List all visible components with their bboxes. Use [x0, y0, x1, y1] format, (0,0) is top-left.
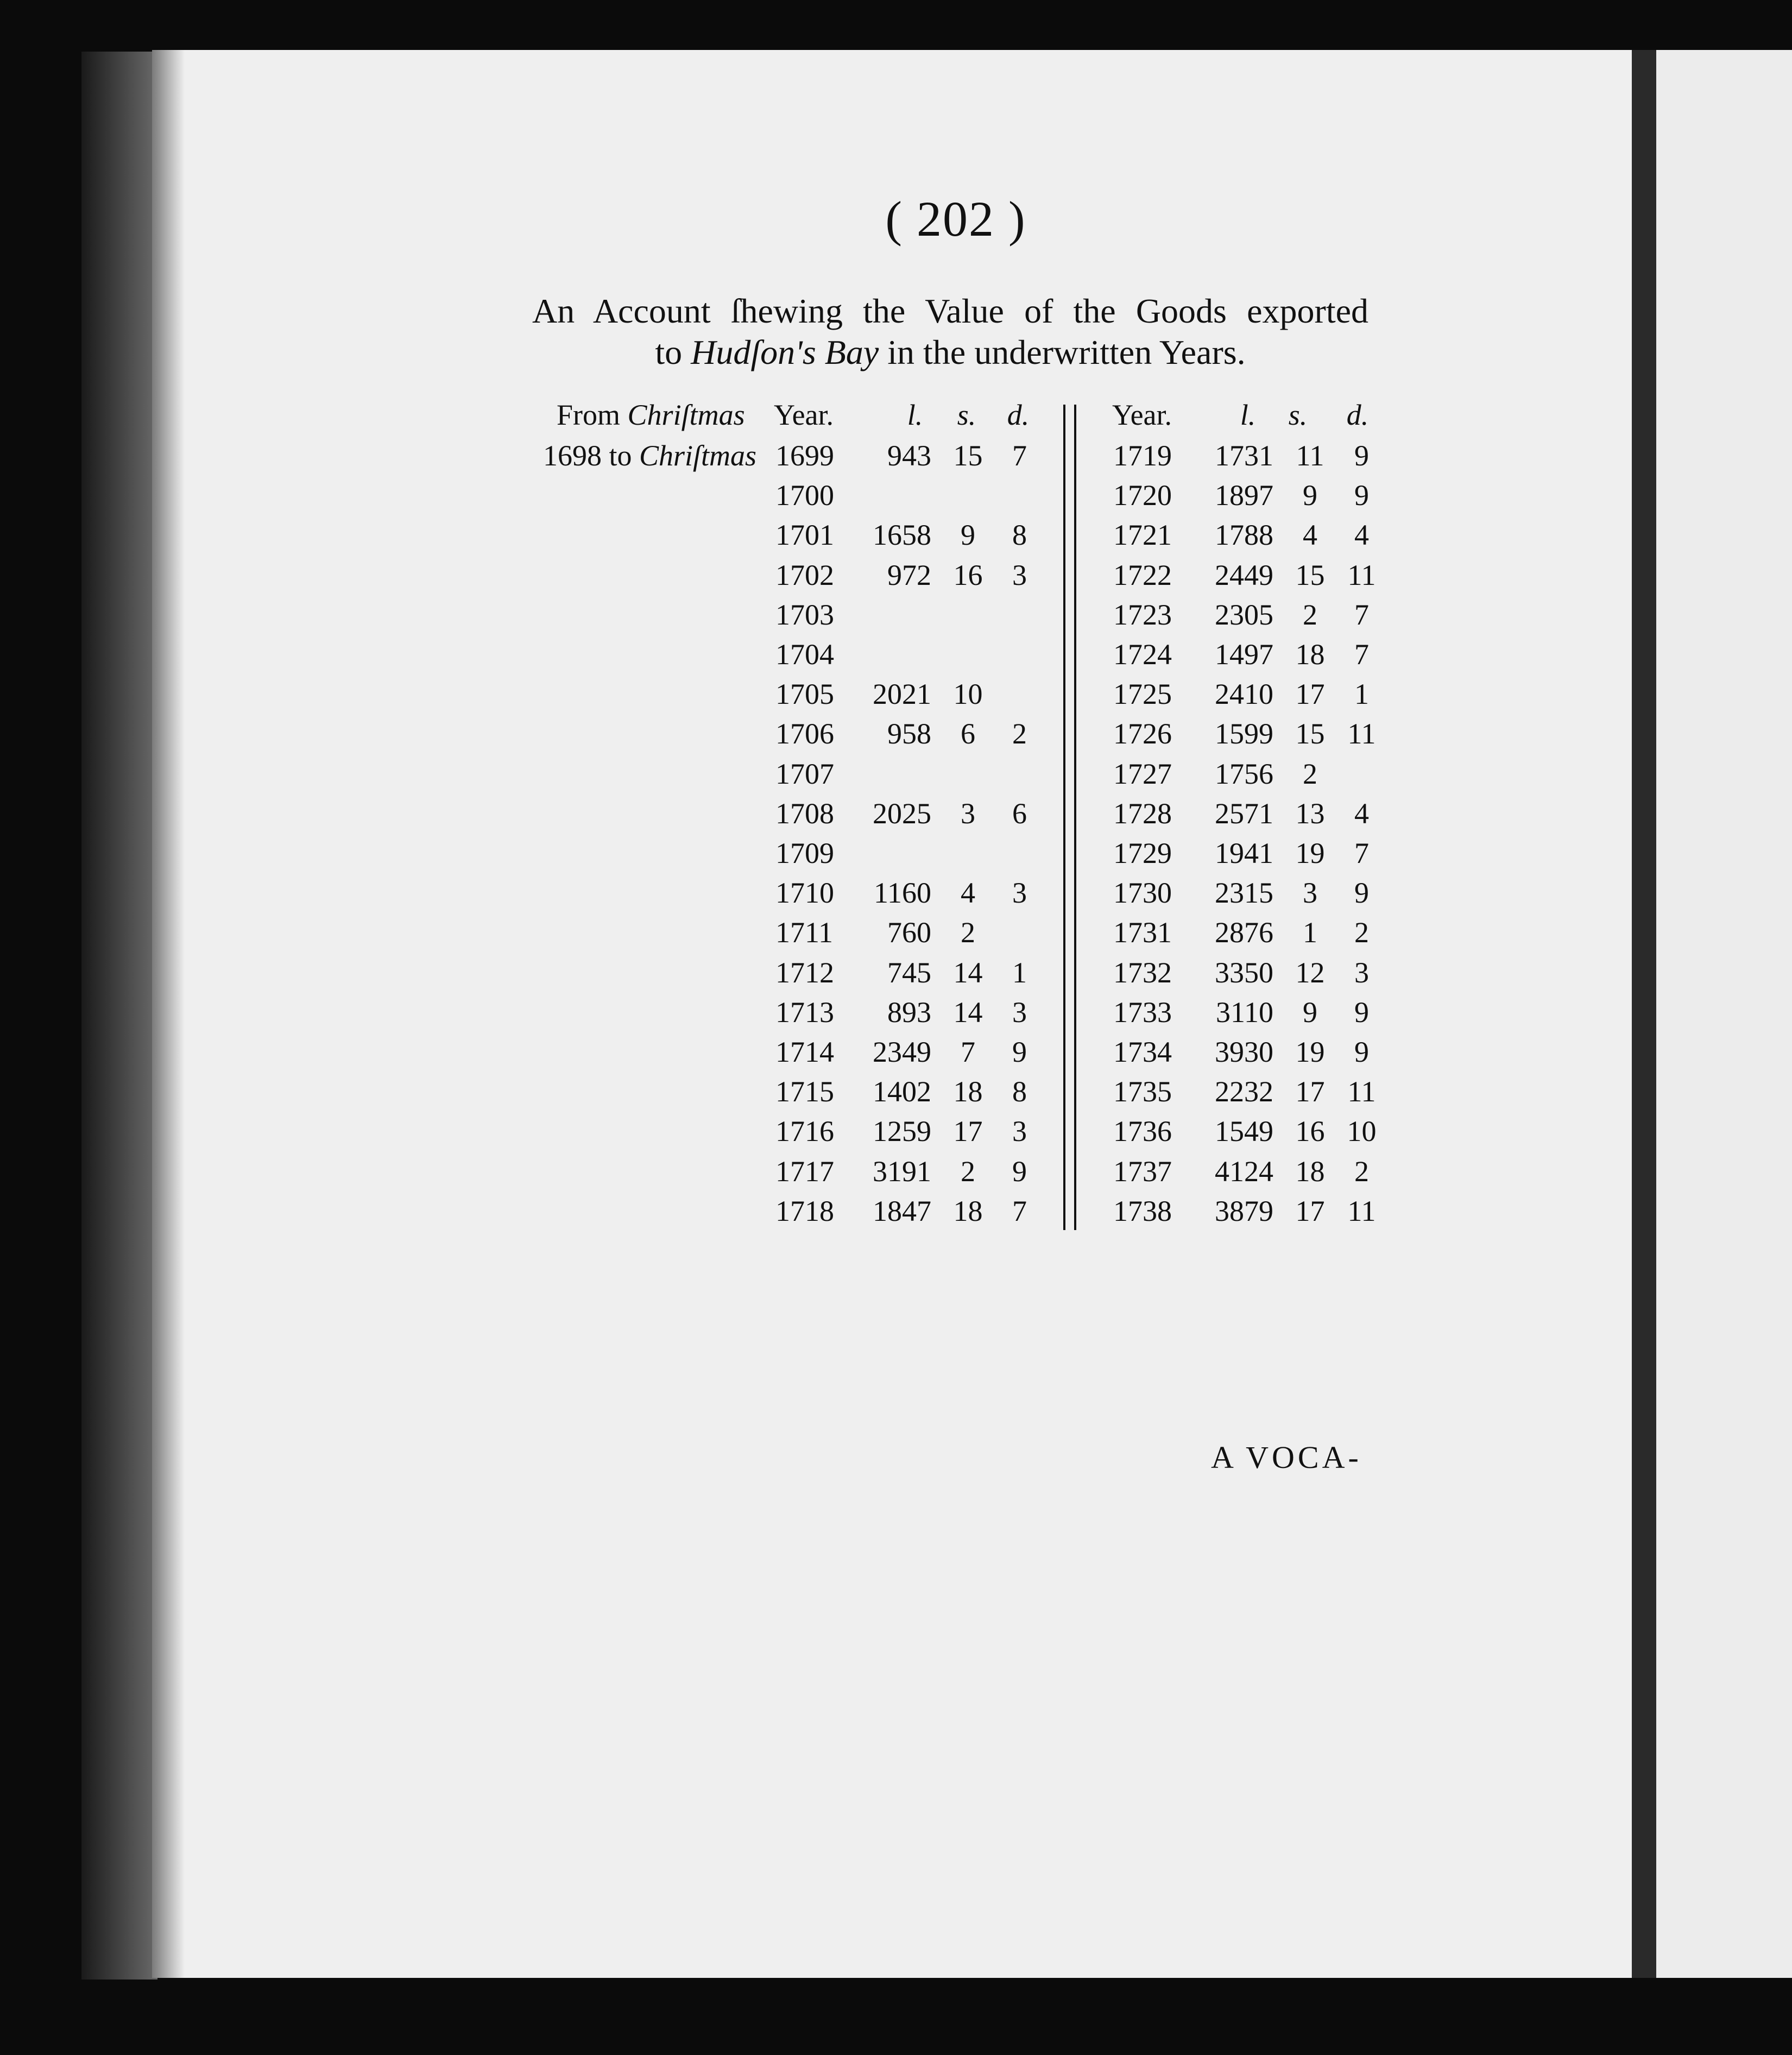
right-row-shillings: 9: [1303, 996, 1317, 1029]
right-row-year: 1719: [1113, 439, 1172, 472]
left-row-year: 1718: [775, 1195, 834, 1227]
right-row-pounds: 1599: [1215, 717, 1273, 750]
left-row-pounds: 3191: [873, 1155, 931, 1188]
left-row-year: 1709: [775, 837, 834, 869]
period-christmas-1: Chriſtmas: [627, 399, 745, 431]
right-row-year: 1732: [1113, 956, 1172, 989]
period-from: From: [557, 399, 628, 431]
left-row-shillings: 3: [961, 797, 975, 830]
right-row-pounds: 2315: [1215, 877, 1273, 909]
left-row-shillings: 14: [953, 956, 983, 989]
left-header-pence: d.: [1007, 399, 1030, 431]
left-row-year: 1703: [775, 598, 834, 631]
catchword: A VOCA-: [1211, 1440, 1362, 1475]
right-row-year: 1720: [1113, 479, 1172, 512]
right-row-year: 1734: [1113, 1036, 1172, 1068]
left-row-shillings: 15: [953, 439, 983, 472]
column-divider-left: [1063, 405, 1065, 1230]
right-row-pence: 11: [1347, 717, 1376, 750]
title-suffix: in the underwritten Years.: [879, 333, 1246, 371]
left-row-year: 1702: [775, 559, 834, 591]
right-row-pounds: 2571: [1215, 797, 1273, 830]
right-row-pence: 2: [1354, 916, 1369, 949]
left-row-year: 1700: [775, 479, 834, 512]
right-row-year: 1723: [1113, 598, 1172, 631]
left-row-pence: 9: [1012, 1036, 1027, 1068]
left-row-pounds: 958: [887, 717, 931, 750]
left-row-shillings: 18: [953, 1195, 983, 1227]
left-header-pounds: l.: [907, 399, 923, 431]
right-header-pounds: l.: [1240, 399, 1256, 431]
right-row-pence: 7: [1354, 837, 1369, 869]
right-row-pounds: 3930: [1215, 1036, 1273, 1068]
right-row-shillings: 15: [1295, 559, 1325, 591]
left-row-shillings: 17: [953, 1115, 983, 1148]
left-row-shillings: 2: [961, 1155, 975, 1188]
right-row-pence: 9: [1354, 1036, 1369, 1068]
right-header-year: Year.: [1112, 399, 1172, 431]
right-row-year: 1735: [1113, 1075, 1172, 1108]
left-row-pounds: 1847: [873, 1195, 931, 1227]
right-row-pounds: 4124: [1215, 1155, 1273, 1188]
left-row-year: 1704: [775, 638, 834, 671]
left-row-pence: 3: [1012, 559, 1027, 591]
right-row-pence: 7: [1354, 638, 1369, 671]
title-place: Hudſon's Bay: [691, 333, 879, 371]
facing-page-edge: [1656, 50, 1792, 1978]
right-header-pence: d.: [1346, 399, 1369, 431]
left-row-year: 1717: [775, 1155, 834, 1188]
page-number: ( 202 ): [885, 191, 1026, 247]
right-row-pounds: 1497: [1215, 638, 1273, 671]
left-row-pounds: 1160: [874, 877, 931, 909]
right-header-shillings: s.: [1288, 399, 1308, 431]
period-christmas-2: Chriſtmas: [639, 439, 757, 472]
right-row-pence: 2: [1354, 1155, 1369, 1188]
period-note-line-1: [557, 398, 745, 432]
right-row-pence: 9: [1354, 479, 1369, 512]
left-row-pence: 1: [1012, 956, 1027, 989]
left-row-year: 1716: [775, 1115, 834, 1148]
left-row-shillings: 10: [953, 678, 983, 710]
left-row-pence: 6: [1012, 797, 1027, 830]
left-row-pence: 2: [1012, 717, 1027, 750]
right-row-pounds: 2232: [1215, 1075, 1273, 1108]
right-row-shillings: 11: [1296, 439, 1324, 472]
right-row-year: 1722: [1113, 559, 1172, 591]
left-row-year: 1715: [775, 1075, 834, 1108]
right-row-pounds: 1941: [1215, 837, 1273, 869]
left-row-pence: 8: [1012, 1075, 1027, 1108]
right-row-year: 1729: [1113, 837, 1172, 869]
right-row-pounds: 2876: [1215, 916, 1273, 949]
right-row-pounds: 3879: [1215, 1195, 1273, 1227]
right-row-year: 1721: [1113, 519, 1172, 551]
right-row-year: 1726: [1113, 717, 1172, 750]
right-row-shillings: 15: [1295, 717, 1325, 750]
right-row-shillings: 19: [1295, 837, 1325, 869]
title-line-1: An Account ſhewing the Value of the Goods exported: [532, 292, 1368, 330]
left-row-shillings: 6: [961, 717, 975, 750]
right-row-shillings: 1: [1303, 916, 1317, 949]
right-row-pounds: 2449: [1215, 559, 1273, 591]
left-row-pence: 8: [1012, 519, 1027, 551]
right-row-year: 1730: [1113, 877, 1172, 909]
left-row-pence: 3: [1012, 1115, 1027, 1148]
left-row-shillings: 16: [953, 559, 983, 591]
book-edge: [81, 52, 157, 1980]
left-header-shillings: s.: [957, 399, 976, 431]
left-row-year: 1711: [775, 916, 833, 949]
book-gutter: [1632, 50, 1656, 1978]
right-row-pence: 4: [1354, 519, 1369, 551]
right-row-shillings: 4: [1303, 519, 1317, 551]
left-row-pounds: 745: [887, 956, 931, 989]
right-row-year: 1725: [1113, 678, 1172, 710]
right-row-pounds: 3110: [1216, 996, 1273, 1029]
left-row-pence: 3: [1012, 996, 1027, 1029]
right-row-year: 1736: [1113, 1115, 1172, 1148]
left-row-year: 1708: [775, 797, 834, 830]
right-row-shillings: 17: [1295, 678, 1325, 710]
left-row-shillings: 18: [953, 1075, 983, 1108]
right-row-year: 1738: [1113, 1195, 1172, 1227]
left-row-pence: 3: [1012, 877, 1027, 909]
left-row-year: 1706: [775, 717, 834, 750]
left-row-pounds: 1402: [873, 1075, 931, 1108]
right-row-shillings: 3: [1303, 877, 1317, 909]
right-row-shillings: 2: [1303, 758, 1317, 790]
page-shadow: [152, 50, 185, 1978]
right-row-pounds: 1549: [1215, 1115, 1273, 1148]
right-row-shillings: 18: [1295, 1155, 1325, 1188]
right-row-shillings: 13: [1295, 797, 1325, 830]
left-row-pounds: 2021: [873, 678, 931, 710]
right-row-pence: 3: [1354, 956, 1369, 989]
right-row-pence: 11: [1347, 1075, 1376, 1108]
right-row-shillings: 17: [1295, 1075, 1325, 1108]
right-row-pence: 10: [1347, 1115, 1377, 1148]
right-row-shillings: 18: [1295, 638, 1325, 671]
left-row-pounds: 2025: [873, 797, 931, 830]
right-row-pence: 7: [1354, 598, 1369, 631]
left-row-pounds: 1658: [873, 519, 931, 551]
period-year: 1698 to: [543, 439, 640, 472]
right-row-pence: 9: [1354, 877, 1369, 909]
left-row-year: 1714: [775, 1036, 834, 1068]
left-row-pounds: 760: [887, 916, 931, 949]
right-row-pence: 11: [1347, 1195, 1376, 1227]
right-row-year: 1728: [1113, 797, 1172, 830]
right-row-shillings: 16: [1295, 1115, 1325, 1148]
right-row-shillings: 17: [1295, 1195, 1325, 1227]
left-row-pence: 9: [1012, 1155, 1027, 1188]
left-row-pounds: 1259: [873, 1115, 931, 1148]
right-row-pounds: 1731: [1215, 439, 1273, 472]
right-row-pounds: 2305: [1215, 598, 1273, 631]
right-row-pence: 9: [1354, 439, 1369, 472]
left-row-pounds: 2349: [873, 1036, 931, 1068]
left-row-shillings: 14: [953, 996, 983, 1029]
left-row-pence: 7: [1012, 439, 1027, 472]
column-divider-right: [1074, 405, 1076, 1230]
left-row-year: 1712: [775, 956, 834, 989]
right-row-year: 1724: [1113, 638, 1172, 671]
page-title: [532, 291, 1368, 373]
right-row-pence: 1: [1354, 678, 1369, 710]
left-row-year: 1705: [775, 678, 834, 710]
right-row-shillings: 19: [1295, 1036, 1325, 1068]
period-note-line-2: [543, 439, 756, 472]
left-row-year: 1713: [775, 996, 834, 1029]
left-row-pounds: 972: [887, 559, 931, 591]
right-row-year: 1727: [1113, 758, 1172, 790]
left-row-pence: 7: [1012, 1195, 1027, 1227]
left-row-shillings: 9: [961, 519, 975, 551]
left-header-year: Year.: [774, 399, 834, 431]
title-prefix: to: [655, 333, 691, 371]
right-row-pence: 11: [1347, 559, 1376, 591]
right-row-shillings: 9: [1303, 479, 1317, 512]
right-row-shillings: 12: [1295, 956, 1325, 989]
right-row-year: 1733: [1113, 996, 1172, 1029]
left-row-year: 1707: [775, 758, 834, 790]
right-row-pounds: 2410: [1215, 678, 1273, 710]
left-row-shillings: 2: [961, 916, 975, 949]
right-row-pence: 4: [1354, 797, 1369, 830]
right-row-shillings: 2: [1303, 598, 1317, 631]
left-row-pounds: 943: [887, 439, 931, 472]
right-row-pence: 9: [1354, 996, 1369, 1029]
right-row-year: 1737: [1113, 1155, 1172, 1188]
left-row-shillings: 4: [961, 877, 975, 909]
right-row-pounds: 1788: [1215, 519, 1273, 551]
title-line-2: [532, 332, 1368, 373]
right-row-pounds: 1756: [1215, 758, 1273, 790]
left-row-year: 1710: [775, 877, 834, 909]
right-row-pounds: 1897: [1215, 479, 1273, 512]
right-row-pounds: 3350: [1215, 956, 1273, 989]
left-row-pounds: 893: [887, 996, 931, 1029]
left-row-year: 1699: [775, 439, 834, 472]
left-row-shillings: 7: [961, 1036, 975, 1068]
left-row-year: 1701: [775, 519, 834, 551]
right-row-year: 1731: [1113, 916, 1172, 949]
